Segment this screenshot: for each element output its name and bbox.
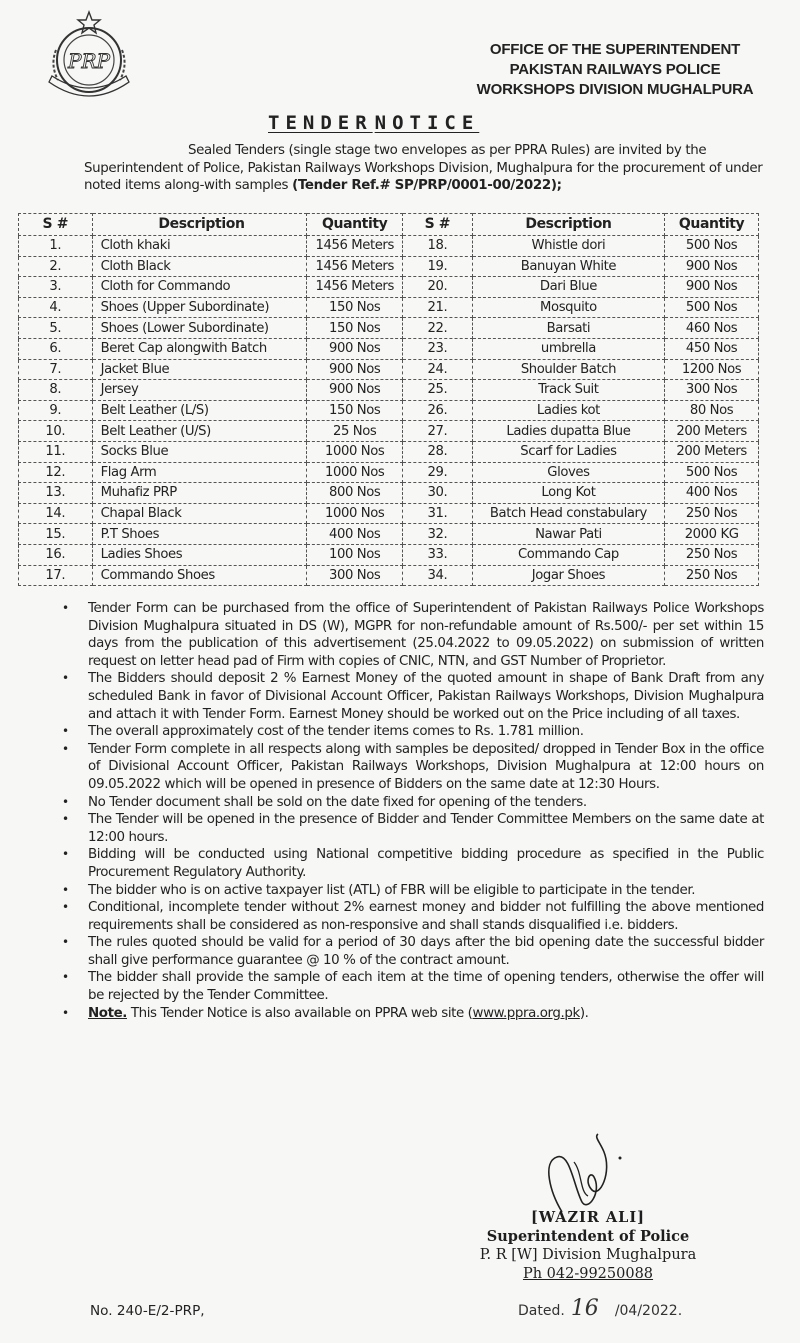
reference-number: No. 240-E/2-PRP, [90,1303,205,1319]
item-description: Scarf for Ladies [472,441,665,462]
item-quantity: 400 Nos [307,524,403,545]
bullet-icon: • [62,812,69,827]
item-quantity: 1000 Nos [307,503,403,524]
ppra-website-link[interactable]: www.ppra.org.pk [472,1005,580,1021]
item-description: Jogar Shoes [472,565,665,586]
table-row [19,277,759,298]
condition-item [58,899,764,934]
dated-rest: /04/2022. [614,1303,683,1319]
table-row [19,359,759,380]
intro-text: Sealed Tenders (single stage two envelopes as per PPRA Rules) are invited by the Superintendent of Police, Pakistan Railways Workshops Division, Mughalpura for the procurement of under noted items along-with samples [84,143,763,193]
item-sn: 24. [403,359,473,380]
item-sn: 31. [403,503,473,524]
item-description: Jacket Blue [92,359,307,380]
table-row [19,380,759,401]
item-description: Muhafiz PRP [92,483,307,504]
condition-item [58,969,764,1004]
table-row [19,297,759,318]
item-sn: 34. [403,565,473,586]
item-quantity: 200 Meters [665,441,759,462]
col-header-description: Description [92,214,307,236]
signatory-name: [WAZIR ALI] [530,1209,646,1226]
item-quantity: 500 Nos [665,297,759,318]
item-description: Barsati [472,318,665,339]
signatory-phone: Ph 042-99250088 [522,1266,654,1282]
item-sn: 5. [19,318,93,339]
item-sn: 25. [403,380,473,401]
item-quantity: 1000 Nos [307,441,403,462]
item-description: Belt Leather (U/S) [92,421,307,442]
item-quantity: 400 Nos [665,483,759,504]
condition-text: No Tender document shall be sold on the date fixed for opening of the tenders. [88,794,587,810]
title-notice: NOTICE [374,112,480,134]
item-sn: 22. [403,318,473,339]
condition-item [58,811,764,846]
item-sn: 2. [19,256,93,277]
bullet-icon: • [62,970,69,985]
condition-item [58,882,764,900]
item-quantity: 1456 Meters [307,277,403,298]
item-description: Shoes (Upper Subordinate) [92,297,307,318]
item-quantity: 250 Nos [665,544,759,565]
item-description: Commando Shoes [92,565,307,586]
item-sn: 14. [19,503,93,524]
item-sn: 1. [19,236,93,257]
item-description: Ladies dupatta Blue [472,421,665,442]
item-quantity: 900 Nos [307,359,403,380]
bullet-icon: • [62,935,69,950]
condition-item [58,670,764,723]
item-sn: 3. [19,277,93,298]
item-sn: 30. [403,483,473,504]
condition-item [58,934,764,969]
table-row [19,400,759,421]
item-description: Commando Cap [472,544,665,565]
office-line: OFFICE OF THE SUPERINTENDENT [489,41,741,58]
condition-item [58,600,764,670]
item-quantity: 900 Nos [307,338,403,359]
item-description: Jersey [92,380,307,401]
item-sn: 11. [19,441,93,462]
item-description: Cloth for Commando [92,277,307,298]
item-sn: 19. [403,256,473,277]
item-description: Flag Arm [92,462,307,483]
item-sn: 29. [403,462,473,483]
item-sn: 17. [19,565,93,586]
item-sn: 16. [19,544,93,565]
item-quantity: 900 Nos [665,256,759,277]
item-sn: 20. [403,277,473,298]
item-description: Mosquito [472,297,665,318]
item-sn: 33. [403,544,473,565]
prp-emblem-logo [44,10,134,105]
item-description: Ladies Shoes [92,544,307,565]
tender-reference: (Tender Ref.# SP/PRP/0001-00/2022); [292,178,562,193]
condition-item [58,741,764,794]
item-quantity: 900 Nos [307,380,403,401]
bullet-icon: • [62,900,69,915]
condition-text: Bidding will be conducted using National competitive bidding procedure as specified in the Public Procurement Regulatory Authority. [88,847,764,880]
dated-day-handwritten: 16 [570,1296,599,1321]
table-row [19,256,759,277]
condition-text: The bidder shall provide the sample of each item at the time of opening tenders, otherwise the offer will be rejected by the Tender Committee. [88,970,764,1004]
item-sn: 6. [19,338,93,359]
item-quantity: 250 Nos [665,503,759,524]
condition-item [58,794,764,812]
item-description: Chapal Black [92,503,307,524]
col-header-sn: S # [19,214,93,236]
table-row [19,503,759,524]
item-sn: 26. [403,400,473,421]
item-description: Long Kot [472,483,665,504]
signatory-block [470,1208,706,1284]
item-quantity: 1456 Meters [307,256,403,277]
item-sn: 23. [403,338,473,359]
item-quantity: 250 Nos [665,565,759,586]
condition-text: The bidder who is on active taxpayer list (ATL) of FBR will be eligible to participate in the tender. [88,882,696,898]
item-quantity: 200 Meters [665,421,759,442]
col-header-quantity: Quantity [307,214,403,236]
items-table [18,213,759,586]
condition-text: Tender Form can be purchased from the office of Superintendent of Pakistan Railways Police Workshops Division Mughalpura situated in DS (W), MGPR for non-refundable amount of Rs.500/- per set within 15 days from the publication of this advertisement (25.04.2022 to 09.05.2022) on submission of written request on letter head pad of Firm with copies of CNIC, NTN, and GST Number of Proprietor. [88,601,764,669]
item-description: Whistle dori [472,236,665,257]
item-quantity: 500 Nos [665,462,759,483]
intro-paragraph [84,142,764,195]
item-quantity: 80 Nos [665,400,759,421]
table-row [19,462,759,483]
office-heading [460,40,770,100]
item-quantity: 300 Nos [307,565,403,586]
table-row [19,318,759,339]
item-sn: 13. [19,483,93,504]
item-quantity: 450 Nos [665,338,759,359]
item-sn: 28. [403,441,473,462]
note-label: Note. [88,1005,127,1021]
item-description: Track Suit [472,380,665,401]
item-description: Shoulder Batch [472,359,665,380]
signatory-division: P. R [W] Division Mughalpura [479,1247,697,1263]
item-description: Cloth Black [92,256,307,277]
item-sn: 12. [19,462,93,483]
title-tender: TENDER [268,112,373,134]
condition-text: The Bidders should deposit 2 % Earnest Money of the quoted amount in shape of Bank Draft from any scheduled Bank in favor of Divisional Account Officer, Pakistan Railways Workshops, Division Mughalpura and attach it with Tender Form. Earnest Money should be worked out on the Price including of all taxes. [88,671,764,722]
item-sn: 15. [19,524,93,545]
table-header-row [19,214,759,236]
bullet-icon: • [62,741,69,756]
conditions-list [58,600,764,1022]
document-title [268,112,479,134]
item-description: Socks Blue [92,441,307,462]
bullet-icon: • [62,882,69,897]
condition-text: The overall approximately cost of the tender items comes to Rs. 1.781 million. [88,724,584,740]
item-sn: 8. [19,380,93,401]
item-description: Nawar Pati [472,524,665,545]
condition-text: Tender Form complete in all respects along with samples be deposited/ dropped in Tender Box in the office of Divisional Account Officer, Pakistan Railways Workshops, Division Mughalpura at 12:00 hours on 09.05.2022 which will be opened in presence of Bidders on the same date at 12:30 Hours. [88,741,764,792]
item-sn: 18. [403,236,473,257]
item-sn: 4. [19,297,93,318]
item-quantity: 150 Nos [307,297,403,318]
item-quantity: 100 Nos [307,544,403,565]
bullet-icon: • [62,1005,69,1020]
item-description: Shoes (Lower Subordinate) [92,318,307,339]
table-row [19,421,759,442]
office-line: PAKISTAN RAILWAYS POLICE [509,61,721,78]
item-description: Belt Leather (L/S) [92,400,307,421]
item-quantity: 150 Nos [307,400,403,421]
bullet-icon: • [62,724,69,739]
item-description: Dari Blue [472,277,665,298]
item-quantity: 1200 Nos [665,359,759,380]
svg-text:PRP: PRP [68,49,110,73]
office-line: WORKSHOPS DIVISION MUGHALPURA [476,81,754,98]
item-description: umbrella [472,338,665,359]
item-sn: 21. [403,297,473,318]
item-quantity: 900 Nos [665,277,759,298]
col-header-description: Description [472,214,665,236]
item-sn: 7. [19,359,93,380]
table-row [19,565,759,586]
note-item [58,1005,764,1023]
condition-text: Conditional, incomplete tender without 2% earnest money and bidder not fulfilling the above mentioned requirements shall be considered as non-responsive and shall stands disqualified i.e. bidders. [88,900,764,933]
item-description: Batch Head constabulary [472,503,665,524]
item-quantity: 800 Nos [307,483,403,504]
item-quantity: 2000 KG [665,524,759,545]
signatory-rank: Superintendent of Police [486,1228,690,1245]
item-description: P.T Shoes [92,524,307,545]
item-description: Cloth khaki [92,236,307,257]
item-quantity: 1456 Meters [307,236,403,257]
item-sn: 27. [403,421,473,442]
condition-text: The rules quoted should be valid for a period of 30 days after the bid opening date the successful bidder shall give performance guarantee @ 10 % of the contract amount. [88,935,764,968]
table-row [19,338,759,359]
bullet-icon: • [62,847,69,862]
item-sn: 32. [403,524,473,545]
bullet-icon: • [62,671,69,686]
item-quantity: 150 Nos [307,318,403,339]
item-quantity: 500 Nos [665,236,759,257]
item-quantity: 300 Nos [665,380,759,401]
table-row [19,236,759,257]
table-row [19,441,759,462]
item-description: Banuyan White [472,256,665,277]
bullet-icon: • [62,601,69,615]
item-quantity: 1000 Nos [307,462,403,483]
table-row [19,544,759,565]
item-description: Gloves [472,462,665,483]
col-header-quantity: Quantity [665,214,759,236]
item-quantity: 25 Nos [307,421,403,442]
bullet-icon: • [62,794,69,809]
condition-text: The Tender will be opened in the presence of Bidder and Tender Committee Members on the same date at 12:00 hours. [88,812,764,845]
item-sn: 9. [19,400,93,421]
item-sn: 10. [19,421,93,442]
item-description: Ladies kot [472,400,665,421]
item-description: Beret Cap alongwith Batch [92,338,307,359]
item-quantity: 460 Nos [665,318,759,339]
dated-line [518,1296,682,1321]
condition-item [58,846,764,881]
dated-label: Dated. [518,1303,565,1319]
col-header-sn: S # [403,214,473,236]
note-suffix: ). [579,1005,589,1021]
table-row [19,524,759,545]
table-row [19,483,759,504]
note-text: This Tender Notice is also available on PPRA web site ( [126,1005,473,1021]
condition-item [58,723,764,741]
